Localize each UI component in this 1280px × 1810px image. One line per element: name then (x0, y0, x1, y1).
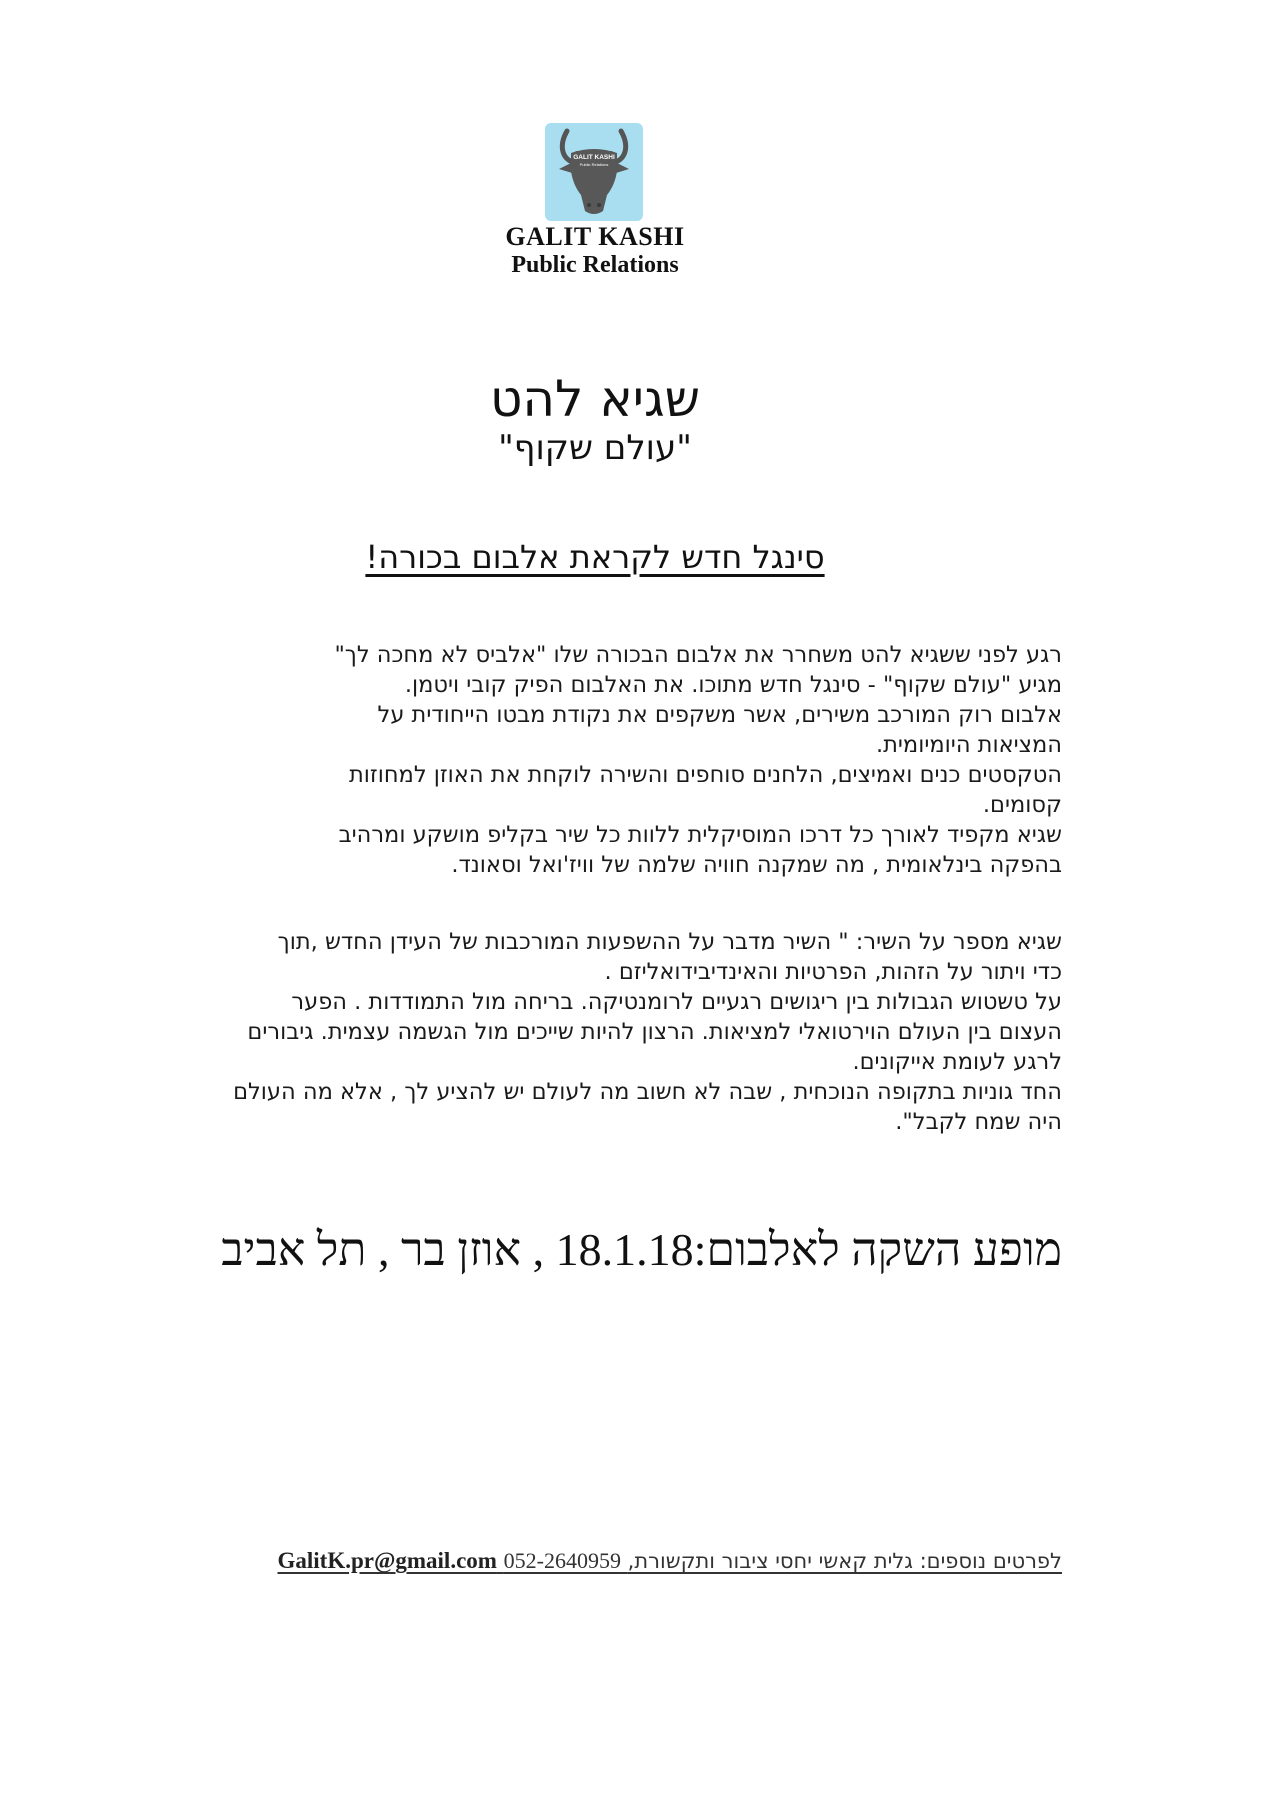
body-line: רגע לפני ששגיא להט משחרר את אלבום הבכורה שלו "אלביס לא מחכה לך" (334, 642, 1062, 668)
company-logo (545, 123, 643, 221)
logo-badge-line2: Public Relations (579, 162, 609, 167)
bull-head-icon (545, 123, 643, 221)
headline-subtitle: סינגל חדש לקראת אלבום בכורה! (365, 538, 825, 576)
body-paragraph-1 (132, 640, 1062, 880)
body-line: המציאות היומיומית. (875, 732, 1062, 758)
body-line: אלבום רוק המורכב משירים, אשר משקפים את נקודת מבטו הייחודית על (377, 702, 1062, 728)
contact-email-link[interactable]: GalitK.pr@gmail.com (277, 1548, 497, 1573)
artist-title: שגיא להט (489, 370, 701, 428)
body-line: היה שמח לקבל". (895, 1109, 1062, 1135)
song-title: "עולם שקוף" (498, 428, 692, 468)
company-subtitle: Public Relations (511, 252, 679, 278)
body-paragraph-2 (132, 927, 1062, 1137)
launch-event-text: מופע השקה לאלבום:18.1.18 , אוזן בר , תל אביב (221, 1224, 1062, 1275)
body-line: שגיא מספר על השיר: " השיר מדבר על ההשפעות המורכבות של העידן החדש ,תוך (277, 929, 1062, 955)
contact-phone: 052-2640959 (503, 1548, 621, 1573)
body-line: כדי ויתור על הזהות, הפרטיות והאינדיבידואליזם . (604, 959, 1062, 985)
body-line: הטקסטים כנים ואמיצים, הלחנים סוחפים והשירה לוקחת את האוזן למחוזות (349, 762, 1062, 788)
body-line: החד גוניות בתקופה הנוכחית , שבה לא חשוב מה לעולם יש להציע לך , אלא מה העולם (233, 1079, 1062, 1105)
body-line: שגיא מקפיד לאורך כל דרכו המוסיקלית ללוות כל שיר בקליפ מושקע ומרהיב (338, 822, 1062, 848)
body-line: מגיע "עולם שקוף" - סינגל חדש מתוכו. את האלבום הפיק קובי ויטמן. (404, 672, 1062, 698)
body-line: קסומים. (982, 792, 1062, 818)
logo-badge-line1: GALIT KASHI (573, 154, 615, 161)
body-line: בהפקה בינלאומית , מה שמקנה חוויה שלמה של וויז'ואל וסאונד. (451, 852, 1062, 878)
contact-label: לפרטים נוספים: גלית קאשי יחסי ציבור ותקשורת, (627, 1549, 1062, 1573)
company-name: GALIT KASHI (505, 222, 685, 251)
body-line: לרגע לעומת אייקונים. (852, 1049, 1062, 1075)
contact-footer (278, 1548, 1062, 1574)
body-line: העצום בין העולם הוירטואלי למציאות. הרצון להיות שייכים מול הגשמה עצמית. גיבורים (247, 1019, 1062, 1045)
body-line: על טשטוש הגבולות בין ריגושים רגעיים לרומנטיקה. בריחה מול התמודדות . הפער (291, 989, 1062, 1015)
